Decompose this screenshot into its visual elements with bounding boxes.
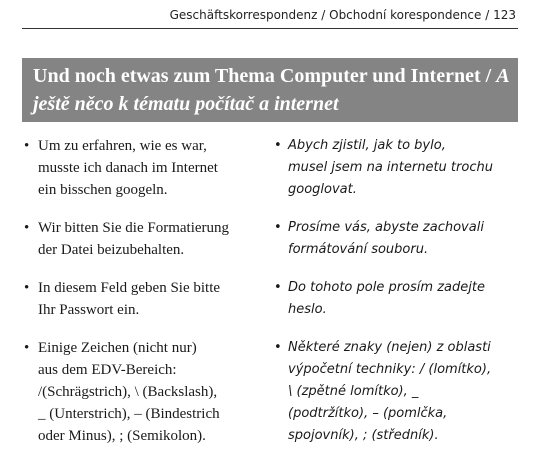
czech-phrase <box>270 217 518 261</box>
bullet: • <box>24 220 30 236</box>
text-line: der Datei beizubehalten. <box>38 242 185 258</box>
text-line: ein bisschen googeln. <box>38 182 168 198</box>
czech-phrase <box>270 277 518 321</box>
text-line: Um zu erfahren, wie es war, <box>38 138 207 154</box>
title-separator: / <box>480 65 497 87</box>
text-line: Abych zjistil, jak to bylo, <box>288 138 446 153</box>
text-line: Do tohoto pole prosím zadejte <box>288 280 485 295</box>
bullet: • <box>274 220 282 235</box>
text-line: /(Schrägstrich), \ (Backslash), <box>38 384 218 400</box>
text-line: formátování souboru. <box>288 242 429 257</box>
bullet: • <box>274 138 282 153</box>
section-title <box>22 58 518 122</box>
text-line: aus dem EDV-Bereich: <box>38 362 177 378</box>
text-line: spojovník), ; (středník). <box>288 428 439 443</box>
text-line: výpočetní techniky: / (lomítko), <box>288 362 492 377</box>
text-line: Prosíme vás, abyste zachovali <box>288 220 484 235</box>
german-phrase <box>22 135 267 201</box>
german-phrase <box>22 337 267 447</box>
text-line: musel jsem na internetu trochu <box>288 160 493 175</box>
bullet: • <box>24 340 30 356</box>
text-line: (podtržítko), – (pomlčka, <box>288 406 448 421</box>
text-line: musste ich danach im Internet <box>38 160 218 176</box>
text-line: googlovat. <box>288 182 357 197</box>
section-title-cz: A ještě něco k tématu počítač a internet <box>33 65 509 115</box>
text-line: Ihr Passwort ein. <box>38 302 140 318</box>
text-line: Einige Zeichen (nicht nur) <box>38 340 197 356</box>
text-line: _ (Unterstrich), – (Bindestrich <box>38 406 220 422</box>
bullet: • <box>24 280 30 296</box>
running-head: Geschäftskorrespondenz / Obchodní korespondence / 123 <box>169 8 516 22</box>
text-line: oder Minus), ; (Semikolon). <box>38 428 206 444</box>
german-phrase <box>22 217 267 261</box>
text-line: Některé znaky (nejen) z oblasti <box>288 340 491 355</box>
bullet: • <box>274 280 282 295</box>
german-phrase <box>22 277 267 321</box>
text-line: \ (zpětné lomítko), _ <box>288 384 419 399</box>
text-line: Wir bitten Sie die Formatierung <box>38 220 230 236</box>
bullet: • <box>24 138 30 154</box>
section-title-de: Und noch etwas zum Thema Computer und Internet <box>33 65 481 87</box>
text-line: In diesem Feld geben Sie bitte <box>38 280 221 296</box>
bullet: • <box>274 340 282 355</box>
header-rule <box>22 28 518 29</box>
text-line: heslo. <box>288 302 327 317</box>
czech-phrase <box>270 135 518 201</box>
czech-phrase <box>270 337 518 447</box>
